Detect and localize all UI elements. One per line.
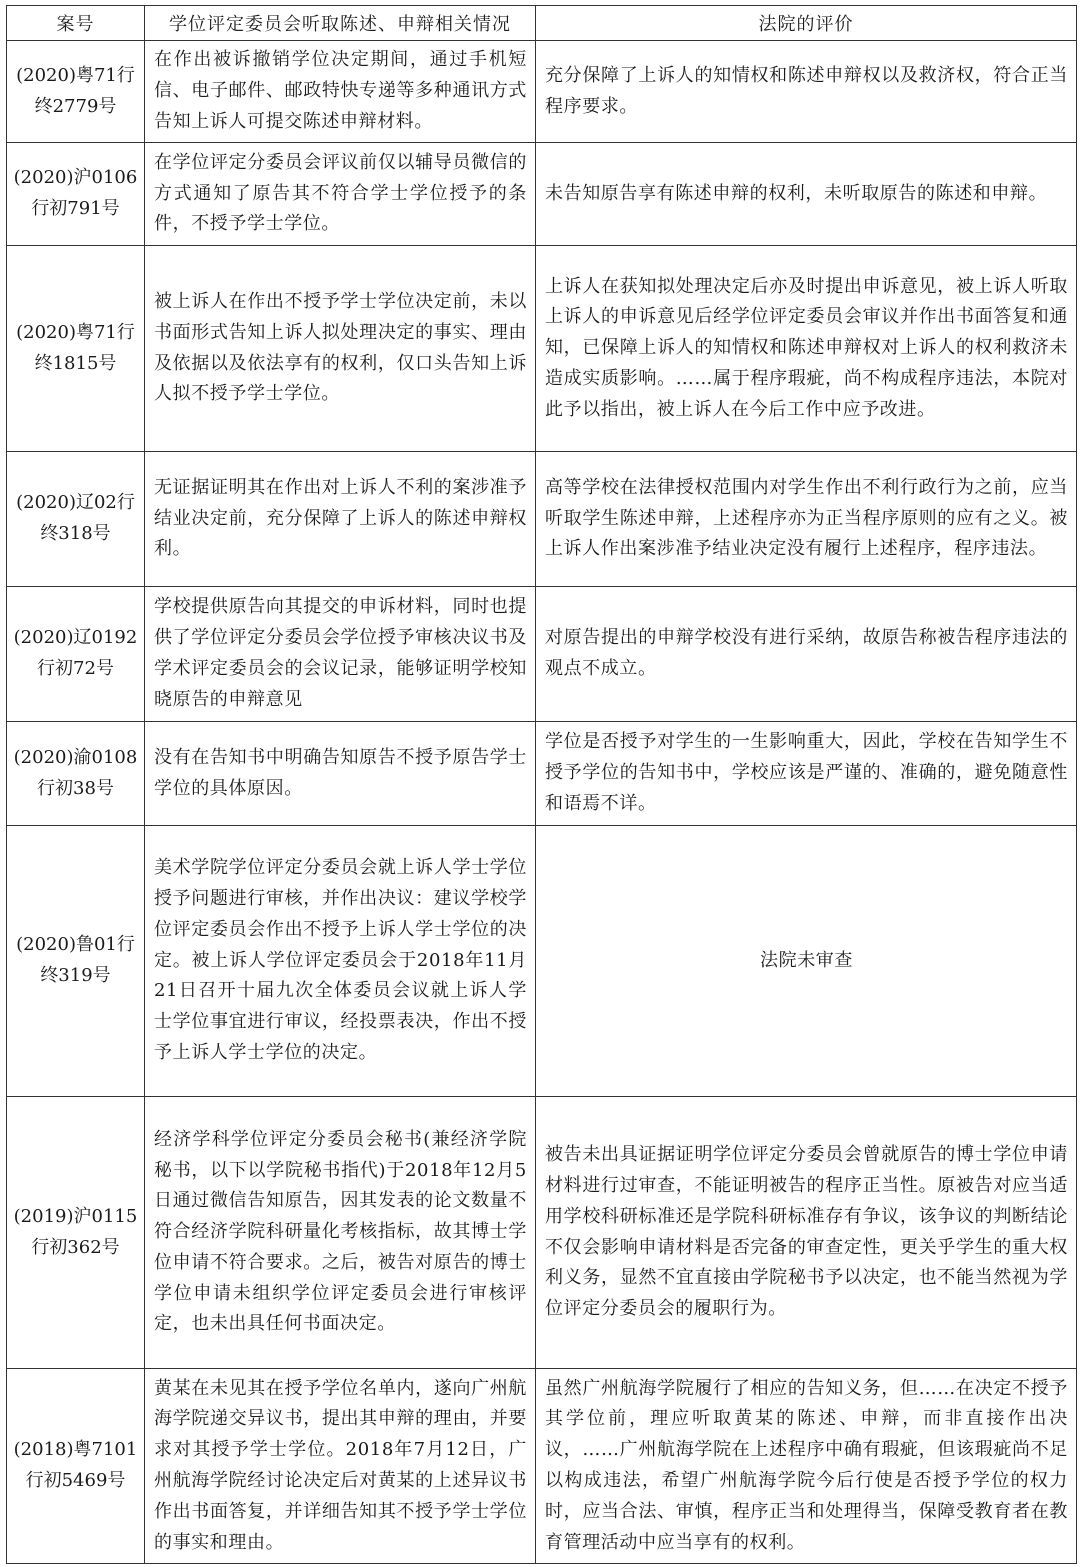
case-number-cell: (2020)辽02行终318号 xyxy=(7,452,145,587)
evaluation-cell: 高等学校在法律授权范围内对学生作出不利行政行为之前，应当听取学生陈述申辩，上述程序亦为正当程序原则的应有之义。被上诉人作出案涉准予结业决定没有履行上述程序，程序违法。 xyxy=(536,452,1077,587)
hearing-cell: 经济学科学位评定分委员会秘书(兼经济学院秘书，以下以学院秘书指代)于2018年12月5日通过微信告知原告，因其发表的论文数量不符合经济学院科研量化考核指标，故其博士学位申请不符合要求。之后，被告对原告的博士学位申请未组织学位评定委员会进行审核评定，也未出具任何书面决定。 xyxy=(145,1097,536,1369)
case-number-cell: (2019)沪0115行初362号 xyxy=(7,1097,145,1369)
table-row xyxy=(7,246,1077,452)
hearing-cell: 黄某在未见其在授予学位名单内，遂向广州航海学院递交异议书，提出其申辩的理由，并要求对其授予学士学位。2018年7月12日，广州航海学院经讨论决定后对黄某的上述异议书作出书面答复，并详细告知其不授予学士学位的事实和理由。 xyxy=(145,1369,536,1564)
evaluation-cell: 上诉人在获知拟处理决定后亦及时提出申诉意见，被上诉人听取上诉人的申诉意见后经学位评定委员会审议并作出书面答复和通知，已保障上诉人的知情权和陈述申辩权对上诉人的权利救济未造成实质影响。……属于程序瑕疵，尚不构成程序违法，本院对此予以指出，被上诉人在今后工作中应予改进。 xyxy=(536,246,1077,452)
case-number-cell: (2018)粤7101行初5469号 xyxy=(7,1369,145,1564)
case-number-cell: (2020)辽0192行初72号 xyxy=(7,587,145,722)
evaluation-cell: 法院未审查 xyxy=(536,826,1077,1097)
evaluation-cell: 学位是否授予对学生的一生影响重大，因此，学校在告知学生不授予学位的告知书中，学校应该是严谨的、准确的，避免随意性和语焉不详。 xyxy=(536,722,1077,826)
table-row xyxy=(7,826,1077,1097)
case-number-cell: (2020)粤71行终1815号 xyxy=(7,246,145,452)
evaluation-cell: 充分保障了上诉人的知情权和陈述申辩权以及救济权，符合正当程序要求。 xyxy=(536,41,1077,143)
evaluation-cell: 被告未出具证据证明学位评定分委员会曾就原告的博士学位申请材料进行过审查，不能证明被告的程序正当性。原被告对应当适用学校科研标准还是学院科研标准存有争议，该争议的判断结论不仅会影响申请材料是否完备的审查定性，更关乎学生的重大权利义务，显然不宜直接由学院秘书予以决定，也不能当然视为学位评定分委员会的履职行为。 xyxy=(536,1097,1077,1369)
header-hearing: 学位评定委员会听取陈述、申辩相关情况 xyxy=(145,6,536,41)
header-case-no: 案号 xyxy=(7,6,145,41)
table-row xyxy=(7,1369,1077,1564)
case-number-cell: (2020)粤71行终2779号 xyxy=(7,41,145,143)
hearing-cell: 无证据证明其在作出对上诉人不利的案涉准予结业决定前，充分保障了上诉人的陈述申辩权利。 xyxy=(145,452,536,587)
hearing-cell: 没有在告知书中明确告知原告不授予原告学士学位的具体原因。 xyxy=(145,722,536,826)
case-number-cell: (2020)渝0108行初38号 xyxy=(7,722,145,826)
case-number-cell: (2020)沪0106行初791号 xyxy=(7,143,145,246)
case-number-cell: (2020)鲁01行终319号 xyxy=(7,826,145,1097)
hearing-cell: 在作出被诉撤销学位决定期间，通过手机短信、电子邮件、邮政特快专递等多种通讯方式告知上诉人可提交陈述申辩材料。 xyxy=(145,41,536,143)
table-row xyxy=(7,41,1077,143)
table-row xyxy=(7,587,1077,722)
table-row xyxy=(7,722,1077,826)
table-row xyxy=(7,143,1077,246)
header-evaluation: 法院的评价 xyxy=(536,6,1077,41)
hearing-cell: 在学位评定分委员会评议前仅以辅导员微信的方式通知了原告其不符合学士学位授予的条件，不授予学士学位。 xyxy=(145,143,536,246)
evaluation-cell: 未告知原告享有陈述申辩的权利，未听取原告的陈述和申辩。 xyxy=(536,143,1077,246)
evaluation-cell: 虽然广州航海学院履行了相应的告知义务，但……在决定不授予其学位前，理应听取黄某的陈述、申辩，而非直接作出决议，……广州航海学院在上述程序中确有瑕疵，但该瑕疵尚不足以构成违法，希望广州航海学院今后行使是否授予学位的权力时，应当合法、审慎，程序正当和处理得当，保障受教育者在教育管理活动中应当享有的权利。 xyxy=(536,1369,1077,1564)
table-row xyxy=(7,452,1077,587)
hearing-cell: 学校提供原告向其提交的申诉材料，同时也提供了学位评定分委员会学位授予审核决议书及学术评定委员会的会议记录，能够证明学校知晓原告的申辩意见 xyxy=(145,587,536,722)
evaluation-cell: 对原告提出的申辩学校没有进行采纳，故原告称被告程序违法的观点不成立。 xyxy=(536,587,1077,722)
case-table xyxy=(6,5,1077,1564)
hearing-cell: 被上诉人在作出不授予学士学位决定前，未以书面形式告知上诉人拟处理决定的事实、理由及依据以及依法享有的权利，仅口头告知上诉人拟不授予学士学位。 xyxy=(145,246,536,452)
table-row xyxy=(7,1097,1077,1369)
header-row xyxy=(7,6,1077,41)
hearing-cell: 美术学院学位评定分委员会就上诉人学士学位授予问题进行审核，并作出决议：建议学校学位评定委员会作出不授予上诉人学士学位的决定。被上诉人学位评定委员会于2018年11月21日召开十届九次全体委员会议就上诉人学士学位事宜进行审议，经投票表决，作出不授予上诉人学士学位的决定。 xyxy=(145,826,536,1097)
